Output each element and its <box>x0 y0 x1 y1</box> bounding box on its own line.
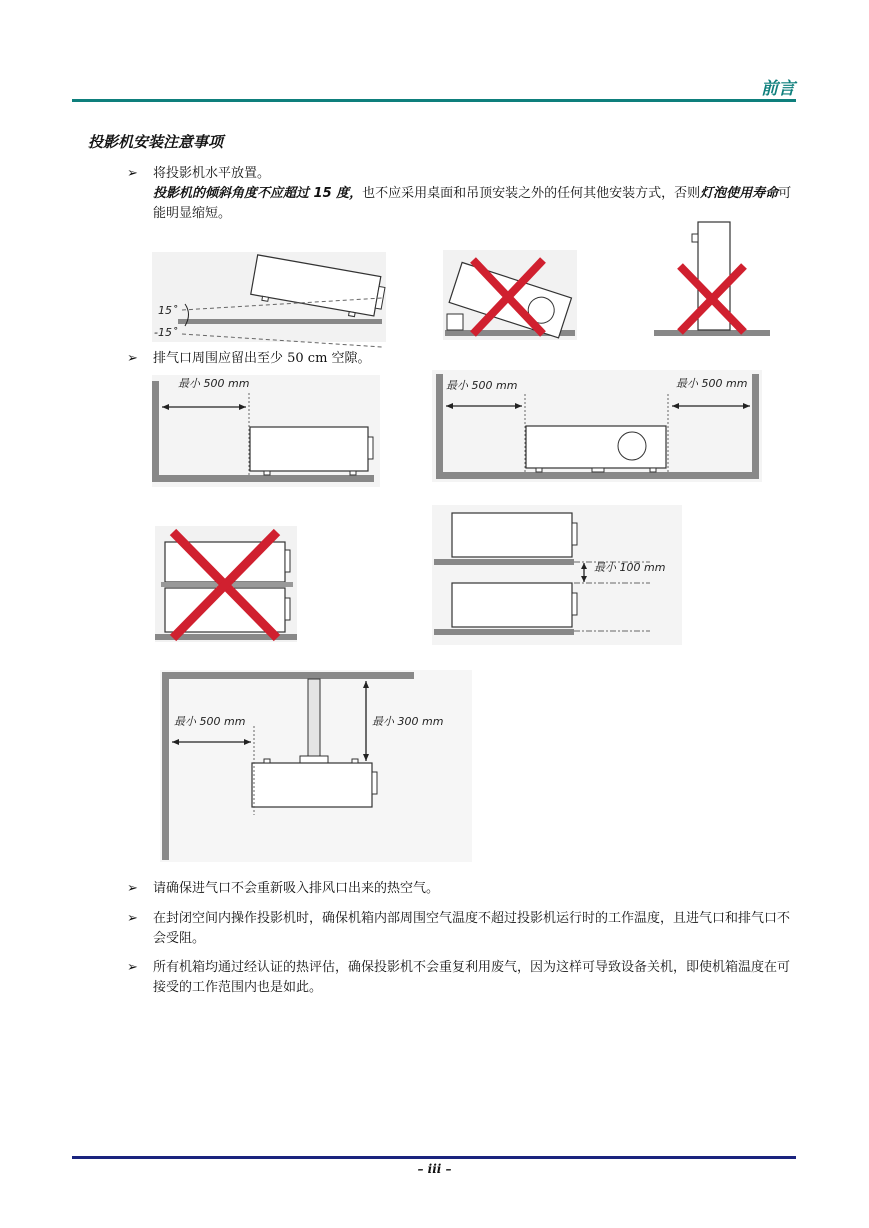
footer-rule <box>72 1156 796 1159</box>
header-rule <box>72 99 796 102</box>
section-title: 投影机安装注意事项 <box>88 133 224 151</box>
stacked-gap-figure <box>432 505 682 645</box>
bullet-2-text: 排气口周围应留出至少 50 cm 空隙。 <box>153 351 371 366</box>
bullet-1-body <box>153 184 798 224</box>
steep-tilt-figure <box>443 250 577 340</box>
tilt-negative-label: -15˚ <box>154 326 178 339</box>
bullet-1-text-2: 可能明显缩短。 <box>153 186 792 221</box>
tilt-figure <box>152 252 386 342</box>
bullet-4-text: 在封闭空间内操作投影机时，确保机箱内部周围空气温度不超过投影机运行时的工作温度，且进气口和排气口不会受阻。 <box>153 911 791 946</box>
bullet-1-emphasis-2: 灯泡使用寿命 <box>700 186 779 201</box>
ceiling-mount-figure <box>160 670 472 862</box>
bullet-marker: ➢ <box>127 881 138 896</box>
bullet-marker: ➢ <box>127 166 138 181</box>
wall-gap-label: 最小 500 mm <box>178 377 250 390</box>
page-number: – iii – <box>417 1162 452 1176</box>
wall-clearance-figure <box>152 375 380 487</box>
ceiling-wall-gap-label: 最小 500 mm <box>174 715 246 728</box>
header-title: 前言 <box>761 79 795 99</box>
bullet-marker: ➢ <box>127 960 138 975</box>
bullet-marker: ➢ <box>127 351 138 366</box>
tilt-positive-label: 15˚ <box>158 304 178 317</box>
side-clearance-figure <box>432 370 762 482</box>
vertical-mount-figure <box>654 220 770 340</box>
side-gap-right-label: 最小 500 mm <box>676 377 748 390</box>
bullet-1-line: 将投影机水平放置。 <box>153 166 271 181</box>
bullet-5-text: 所有机箱均通过经认证的热评估，确保投影机不会重复利用废气，因为这样可导致设备关机，即使机箱温度在可接受的工作范围内也是如此。 <box>153 960 791 995</box>
stack-gap-label: 最小 100 mm <box>594 561 666 574</box>
stacked-no-gap-figure <box>155 526 297 642</box>
bullet-1-emphasis-1: 投影机的倾斜角度不应超过 15 度， <box>153 186 363 201</box>
ceiling-gap-label: 最小 300 mm <box>372 715 444 728</box>
bullet-marker: ➢ <box>127 911 138 926</box>
bullet-3-text: 请确保进气口不会重新吸入排风口出来的热空气。 <box>153 881 440 896</box>
bullet-1-text-1: 也不应采用桌面和吊顶安装之外的任何其他安装方式，否则 <box>362 186 701 201</box>
side-gap-left-label: 最小 500 mm <box>446 379 518 392</box>
